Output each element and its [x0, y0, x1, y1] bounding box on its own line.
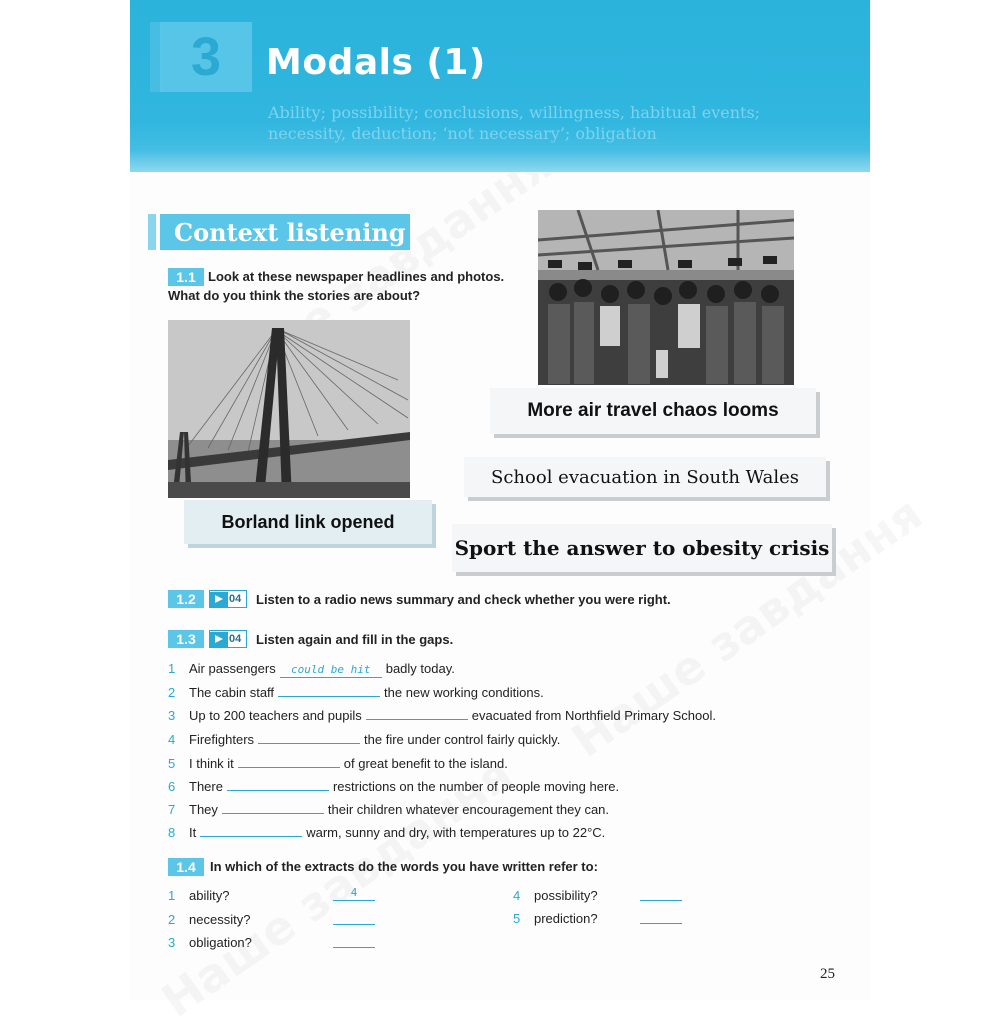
item-number: 1: [168, 661, 176, 676]
item-number: 5: [168, 756, 176, 771]
exercise-number: 1.3: [168, 630, 204, 648]
gap-fill-item: [168, 823, 605, 842]
item-text-after: of great benefit to the island.: [343, 756, 508, 771]
item-number: 3: [168, 935, 176, 950]
exercise-number: 1.4: [168, 858, 204, 876]
headline-borland: [184, 500, 432, 544]
question-label: obligation?: [189, 935, 252, 950]
item-text-after: warm, sunny and dry, with temperatures up to 22°C.: [306, 825, 606, 840]
gap-answer-field[interactable]: [258, 730, 360, 744]
item-number: 4: [513, 888, 521, 903]
headline-text: More air travel chaos looms: [527, 400, 779, 421]
item-number: 8: [168, 825, 176, 840]
gap-answer-field[interactable]: [238, 754, 340, 768]
gap-fill-item: [168, 777, 619, 796]
item-text-after: the new working conditions.: [384, 685, 544, 700]
gap-fill-item: [168, 706, 716, 725]
unit-subtitle-line: necessity, deduction; ‘not necessary’; obligation: [268, 124, 657, 143]
exercise-instruction: Listen again and fill in the gaps.: [256, 632, 454, 647]
bridge-photo: [168, 320, 410, 498]
airport-crowd-image: [538, 210, 794, 385]
audio-track-number: 04: [229, 633, 242, 645]
item-text-before: Firefighters: [189, 732, 255, 747]
audio-track-icon[interactable]: [209, 630, 247, 648]
unit-subtitle-line: Ability; possibility; conclusions, willingness, habitual events;: [268, 103, 761, 122]
gap-answer-field[interactable]: [222, 800, 324, 814]
item-number: 4: [168, 732, 176, 747]
question-item: [168, 887, 229, 905]
question-label: necessity?: [189, 912, 251, 927]
exercise-instruction: Listen to a radio news summary and check whether you were right.: [256, 592, 671, 607]
bridge-image: [168, 320, 410, 498]
exercise-number: 1.2: [168, 590, 204, 608]
item-text-after: their children whatever encouragement they can.: [327, 802, 610, 817]
item-number: 2: [168, 685, 176, 700]
question-label: possibility?: [534, 888, 598, 903]
item-text-before: I think it: [189, 756, 234, 771]
answer-field[interactable]: 4: [333, 886, 375, 901]
answer-field[interactable]: [640, 909, 682, 924]
item-number: 6: [168, 779, 176, 794]
item-number: 3: [168, 708, 176, 723]
unit-title: Modals (1): [266, 42, 486, 83]
audio-track-number: 04: [229, 593, 242, 605]
item-text-before: There: [189, 779, 223, 794]
header-fade: [130, 150, 870, 172]
question-item: [513, 887, 598, 905]
exercise-instruction: Look at these newspaper headlines and photos.: [208, 269, 505, 284]
headline-school: [464, 457, 826, 497]
gap-answer-field[interactable]: [227, 777, 329, 791]
gap-answer-field[interactable]: [200, 823, 302, 837]
unit-subtitle: [268, 102, 828, 144]
gap-answer-field[interactable]: [366, 706, 468, 720]
item-text-after: badly today.: [385, 661, 455, 676]
item-number: 7: [168, 802, 176, 817]
item-text-before: The cabin staff: [189, 685, 275, 700]
page-number: 25: [820, 966, 835, 982]
question-label: prediction?: [534, 911, 598, 926]
gap-fill-item: [168, 800, 609, 819]
item-text-before: Up to 200 teachers and pupils: [189, 708, 362, 723]
answer-field[interactable]: [333, 933, 375, 948]
gap-answer-field[interactable]: could be hit: [280, 664, 382, 678]
headline-sport: [452, 524, 832, 572]
item-number: 5: [513, 911, 521, 926]
gap-fill-item: [168, 660, 455, 678]
audio-track-icon[interactable]: [209, 590, 247, 608]
item-text-after: restrictions on the number of people moving here.: [332, 779, 620, 794]
exercise-instruction: What do you think the stories are about?: [168, 288, 421, 303]
item-number: 1: [168, 888, 176, 903]
answer-field[interactable]: [640, 886, 682, 901]
gap-fill-item: [168, 683, 544, 702]
gap-answer-field[interactable]: [278, 683, 380, 697]
item-text-before: It: [189, 825, 197, 840]
headline-text: Borland link opened: [221, 511, 395, 532]
exercise-instruction: In which of the extracts do the words you have written refer to:: [210, 859, 598, 874]
exercise-number: 1.1: [168, 268, 204, 286]
question-item: [168, 911, 250, 929]
item-text-after: evacuated from Northfield Primary School.: [471, 708, 716, 723]
section-heading-bar: [148, 214, 156, 250]
headline-air-travel: [490, 388, 816, 434]
answer-field[interactable]: [333, 910, 375, 925]
question-item: [513, 910, 598, 928]
airport-crowd-photo: [538, 210, 794, 385]
play-icon: [210, 632, 228, 647]
headline-text: Sport the answer to obesity crisis: [454, 536, 830, 560]
headline-text: School evacuation in South Wales: [491, 466, 799, 488]
section-heading: Context listening: [160, 214, 410, 250]
question-item: [168, 934, 252, 952]
gap-fill-item: [168, 730, 560, 749]
gap-fill-item: [168, 754, 508, 773]
unit-number: 3: [190, 27, 222, 87]
item-text-after: the fire under control fairly quickly.: [364, 732, 561, 747]
item-text-before: They: [189, 802, 218, 817]
item-number: 2: [168, 912, 176, 927]
play-icon: [210, 592, 228, 607]
question-label: ability?: [189, 888, 230, 903]
item-text-before: Air passengers: [189, 661, 276, 676]
